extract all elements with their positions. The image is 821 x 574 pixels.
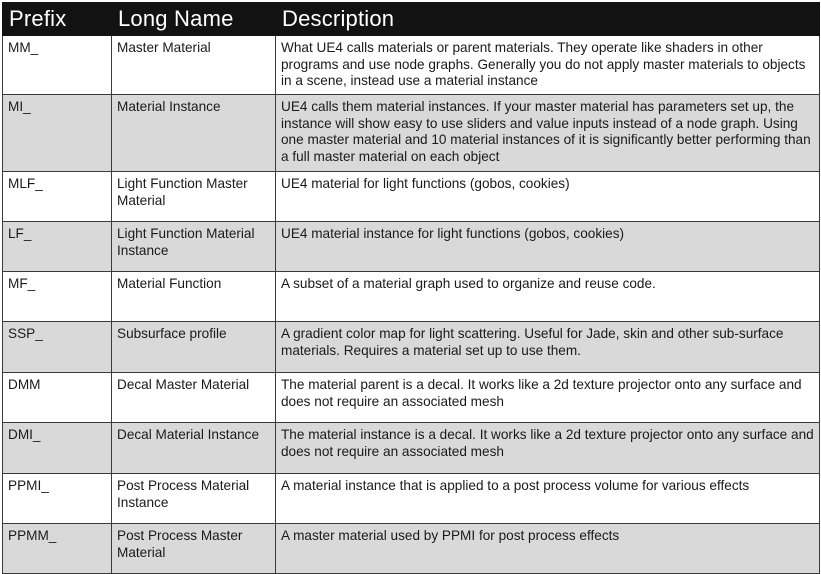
cell-long-name: Material Function: [112, 272, 276, 322]
cell-description: The material instance is a decal. It works like a 2d texture projector onto any surface and does not require an associated mesh: [276, 423, 820, 474]
cell-description: A material instance that is applied to a post process volume for various effects: [276, 474, 820, 524]
cell-prefix: PPMM_: [3, 524, 112, 574]
cell-description: A master material used by PPMI for post process effects: [276, 524, 820, 574]
table-row: [3, 95, 820, 172]
table-row: [3, 222, 820, 272]
cell-description: What UE4 calls materials or parent materials. They operate like shaders in other programs and use node graphs. Generally you do not apply master materials to objects in a scene, instead use a material instance: [276, 36, 820, 95]
table-row: [3, 524, 820, 574]
cell-description: UE4 material for light functions (gobos, cookies): [276, 172, 820, 222]
header-prefix: Prefix: [3, 3, 112, 36]
cell-prefix: MF_: [3, 272, 112, 322]
cell-description: The material parent is a decal. It works like a 2d texture projector onto any surface and does not require an associated mesh: [276, 373, 820, 423]
cell-prefix: SSP_: [3, 322, 112, 373]
cell-prefix: MLF_: [3, 172, 112, 222]
cell-long-name: Post Process Material Instance: [112, 474, 276, 524]
cell-long-name: Post Process Master Material: [112, 524, 276, 574]
cell-description: A subset of a material graph used to organize and reuse code.: [276, 272, 820, 322]
naming-convention-table: [2, 2, 820, 574]
cell-prefix: MI_: [3, 95, 112, 172]
table-row: [3, 36, 820, 95]
table-row: [3, 272, 820, 322]
table-row: [3, 322, 820, 373]
cell-prefix: PPMI_: [3, 474, 112, 524]
cell-prefix: MM_: [3, 36, 112, 95]
header-row: [3, 3, 820, 36]
table-header: [3, 3, 820, 36]
naming-convention-table-container: [2, 2, 819, 574]
cell-prefix: DMM: [3, 373, 112, 423]
header-long-name: Long Name: [112, 3, 276, 36]
cell-description: A gradient color map for light scattering. Useful for Jade, skin and other sub-surface materials. Requires a material set up to use them.: [276, 322, 820, 373]
cell-description: UE4 material instance for light functions (gobos, cookies): [276, 222, 820, 272]
table-body: [3, 36, 820, 574]
cell-description: UE4 calls them material instances. If your master material has parameters set up, the instance will show easy to use sliders and value inputs instead of a node graph. Using one master material and 10 material instances of it is significantly better performing than a full master material on each object: [276, 95, 820, 172]
table-row: [3, 474, 820, 524]
cell-long-name: Light Function Master Material: [112, 172, 276, 222]
cell-long-name: Master Material: [112, 36, 276, 95]
header-description: Description: [276, 3, 820, 36]
table-row: [3, 172, 820, 222]
cell-long-name: Subsurface profile: [112, 322, 276, 373]
cell-long-name: Light Function Material Instance: [112, 222, 276, 272]
table-row: [3, 423, 820, 474]
cell-long-name: Decal Material Instance: [112, 423, 276, 474]
cell-prefix: LF_: [3, 222, 112, 272]
cell-long-name: Decal Master Material: [112, 373, 276, 423]
cell-long-name: Material Instance: [112, 95, 276, 172]
cell-prefix: DMI_: [3, 423, 112, 474]
table-row: [3, 373, 820, 423]
